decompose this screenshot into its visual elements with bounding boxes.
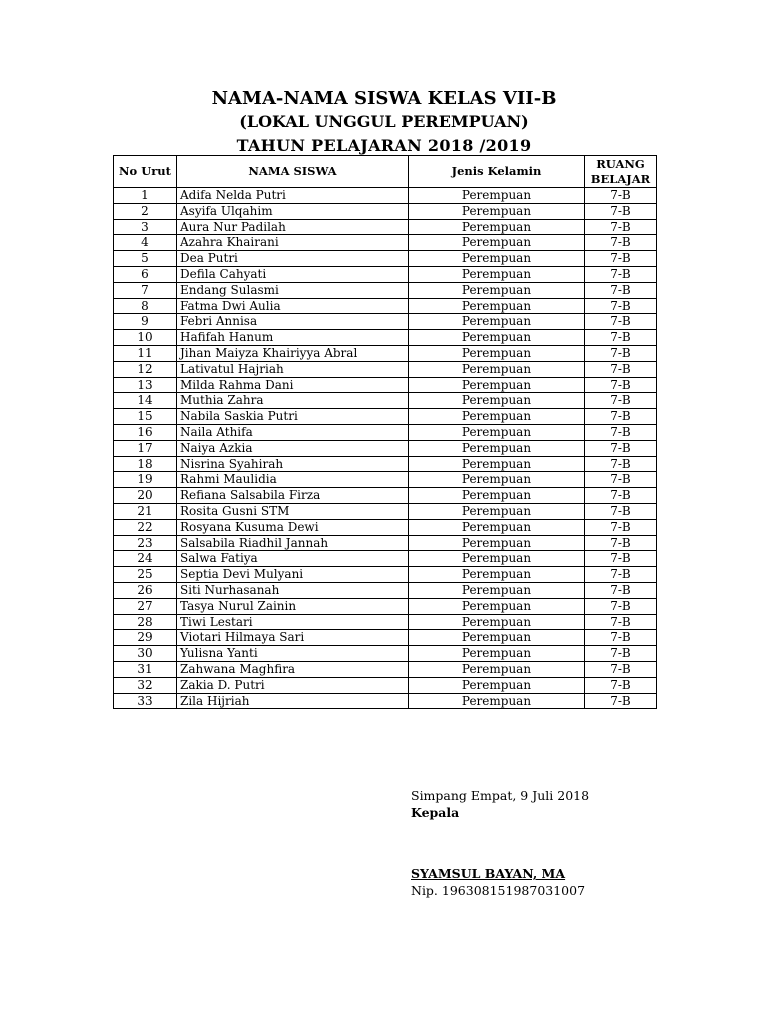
row-number: 27: [114, 598, 177, 614]
student-gender: Perempuan: [409, 282, 585, 298]
student-room: 7-B: [585, 203, 657, 219]
student-gender: Perempuan: [409, 661, 585, 677]
student-gender: Perempuan: [409, 646, 585, 662]
table-row: [114, 677, 657, 693]
student-gender: Perempuan: [409, 582, 585, 598]
student-name: Zakia D. Putri: [177, 677, 409, 693]
student-gender: Perempuan: [409, 203, 585, 219]
student-gender: Perempuan: [409, 614, 585, 630]
student-room: 7-B: [585, 361, 657, 377]
table-row: [114, 551, 657, 567]
student-gender: Perempuan: [409, 519, 585, 535]
table-row: [114, 535, 657, 551]
table-row: [114, 203, 657, 219]
row-number: 19: [114, 472, 177, 488]
row-number: 6: [114, 266, 177, 282]
header-no: No Urut: [114, 156, 177, 188]
student-name: Muthia Zahra: [177, 393, 409, 409]
student-gender: Perempuan: [409, 298, 585, 314]
header-name: NAMA SISWA: [177, 156, 409, 188]
row-number: 17: [114, 440, 177, 456]
table-row: [114, 456, 657, 472]
student-name: Siti Nurhasanah: [177, 582, 409, 598]
row-number: 18: [114, 456, 177, 472]
student-name: Viotari Hilmaya Sari: [177, 630, 409, 646]
row-number: 22: [114, 519, 177, 535]
student-name: Tiwi Lestari: [177, 614, 409, 630]
row-number: 31: [114, 661, 177, 677]
row-number: 12: [114, 361, 177, 377]
student-gender: Perempuan: [409, 393, 585, 409]
row-number: 1: [114, 188, 177, 204]
student-gender: Perempuan: [409, 377, 585, 393]
student-room: 7-B: [585, 677, 657, 693]
student-name: Milda Rahma Dani: [177, 377, 409, 393]
student-name: Fatma Dwi Aulia: [177, 298, 409, 314]
table-row: [114, 582, 657, 598]
student-room: 7-B: [585, 282, 657, 298]
student-name: Yulisna Yanti: [177, 646, 409, 662]
header-gender: Jenis Kelamin: [409, 156, 585, 188]
signature-name: SYAMSUL BAYAN, MA: [411, 866, 566, 881]
student-gender: Perempuan: [409, 266, 585, 282]
student-name: Aura Nur Padilah: [177, 219, 409, 235]
student-room: 7-B: [585, 630, 657, 646]
table-header-row: [114, 156, 657, 188]
student-name: Salsabila Riadhil Jannah: [177, 535, 409, 551]
student-gender: Perempuan: [409, 456, 585, 472]
student-name: Asyifa Ulqahim: [177, 203, 409, 219]
table-row: [114, 519, 657, 535]
table-row: [114, 646, 657, 662]
row-number: 33: [114, 693, 177, 709]
student-room: 7-B: [585, 251, 657, 267]
table-row: [114, 440, 657, 456]
student-gender: Perempuan: [409, 440, 585, 456]
table-row: [114, 314, 657, 330]
table-row: [114, 598, 657, 614]
table-row: [114, 235, 657, 251]
student-room: 7-B: [585, 582, 657, 598]
student-name: Rosita Gusni STM: [177, 503, 409, 519]
student-room: 7-B: [585, 377, 657, 393]
student-room: 7-B: [585, 219, 657, 235]
row-number: 20: [114, 488, 177, 504]
table-row: [114, 488, 657, 504]
row-number: 8: [114, 298, 177, 314]
document-title: NAMA-NAMA SISWA KELAS VII-B: [211, 88, 557, 109]
student-name: Septia Devi Mulyani: [177, 567, 409, 583]
row-number: 28: [114, 614, 177, 630]
student-gender: Perempuan: [409, 677, 585, 693]
signature-position: Kepala: [411, 805, 460, 820]
table-row: [114, 472, 657, 488]
student-name: Zila Hijriah: [177, 693, 409, 709]
student-gender: Perempuan: [409, 251, 585, 267]
signature-nip: Nip. 196308151987031007: [411, 883, 586, 898]
table-row: [114, 219, 657, 235]
student-room: 7-B: [585, 266, 657, 282]
student-name: Endang Sulasmi: [177, 282, 409, 298]
student-name: Salwa Fatiya: [177, 551, 409, 567]
student-gender: Perempuan: [409, 598, 585, 614]
student-gender: Perempuan: [409, 693, 585, 709]
student-gender: Perempuan: [409, 535, 585, 551]
table-row: [114, 330, 657, 346]
student-name: Refiana Salsabila Firza: [177, 488, 409, 504]
header-room-line1: RUANG: [596, 156, 645, 171]
row-number: 9: [114, 314, 177, 330]
student-name: Febri Annisa: [177, 314, 409, 330]
signature-place-date: Simpang Empat, 9 Juli 2018: [411, 788, 590, 803]
student-name: Dea Putri: [177, 251, 409, 267]
student-name: Jihan Maiyza Khairiyya Abral: [177, 345, 409, 361]
student-gender: Perempuan: [409, 219, 585, 235]
student-gender: Perempuan: [409, 503, 585, 519]
academic-year-title: TAHUN PELAJARAN 2018 /2019: [236, 136, 532, 155]
student-name: Rosyana Kusuma Dewi: [177, 519, 409, 535]
row-number: 25: [114, 567, 177, 583]
student-room: 7-B: [585, 330, 657, 346]
student-room: 7-B: [585, 440, 657, 456]
student-room: 7-B: [585, 503, 657, 519]
student-name: Nabila Saskia Putri: [177, 409, 409, 425]
table-row: [114, 345, 657, 361]
table-row: [114, 266, 657, 282]
header-room: [585, 156, 657, 188]
student-room: 7-B: [585, 424, 657, 440]
student-gender: Perempuan: [409, 345, 585, 361]
table-row: [114, 377, 657, 393]
student-name: Defila Cahyati: [177, 266, 409, 282]
student-gender: Perempuan: [409, 409, 585, 425]
student-name: Nisrina Syahirah: [177, 456, 409, 472]
student-room: 7-B: [585, 314, 657, 330]
table-row: [114, 567, 657, 583]
student-name: Lativatul Hajriah: [177, 361, 409, 377]
row-number: 11: [114, 345, 177, 361]
student-gender: Perempuan: [409, 551, 585, 567]
student-gender: Perempuan: [409, 330, 585, 346]
student-name: Tasya Nurul Zainin: [177, 598, 409, 614]
table-row: [114, 409, 657, 425]
row-number: 10: [114, 330, 177, 346]
student-gender: Perempuan: [409, 361, 585, 377]
row-number: 24: [114, 551, 177, 567]
student-gender: Perempuan: [409, 488, 585, 504]
table-row: [114, 251, 657, 267]
student-room: 7-B: [585, 661, 657, 677]
student-gender: Perempuan: [409, 188, 585, 204]
student-name: Naila Athifa: [177, 424, 409, 440]
table-row: [114, 661, 657, 677]
student-name: Hafifah Hanum: [177, 330, 409, 346]
table-row: [114, 503, 657, 519]
student-room: 7-B: [585, 345, 657, 361]
student-room: 7-B: [585, 409, 657, 425]
row-number: 2: [114, 203, 177, 219]
student-room: 7-B: [585, 472, 657, 488]
student-room: 7-B: [585, 298, 657, 314]
student-gender: Perempuan: [409, 314, 585, 330]
student-room: 7-B: [585, 188, 657, 204]
row-number: 21: [114, 503, 177, 519]
row-number: 13: [114, 377, 177, 393]
table-row: [114, 393, 657, 409]
student-room: 7-B: [585, 567, 657, 583]
row-number: 16: [114, 424, 177, 440]
student-room: 7-B: [585, 598, 657, 614]
row-number: 30: [114, 646, 177, 662]
table-row: [114, 630, 657, 646]
student-name: Rahmi Maulidia: [177, 472, 409, 488]
document-subtitle: (LOKAL UNGGUL PEREMPUAN): [239, 112, 529, 131]
table-row: [114, 298, 657, 314]
row-number: 26: [114, 582, 177, 598]
student-name: Azahra Khairani: [177, 235, 409, 251]
student-room: 7-B: [585, 693, 657, 709]
student-gender: Perempuan: [409, 235, 585, 251]
row-number: 32: [114, 677, 177, 693]
table-row: [114, 282, 657, 298]
table-row: [114, 188, 657, 204]
student-gender: Perempuan: [409, 472, 585, 488]
row-number: 29: [114, 630, 177, 646]
row-number: 5: [114, 251, 177, 267]
row-number: 14: [114, 393, 177, 409]
student-room: 7-B: [585, 456, 657, 472]
student-gender: Perempuan: [409, 630, 585, 646]
row-number: 7: [114, 282, 177, 298]
student-room: 7-B: [585, 393, 657, 409]
student-room: 7-B: [585, 235, 657, 251]
table-row: [114, 614, 657, 630]
row-number: 23: [114, 535, 177, 551]
header-room-line2: BELAJAR: [590, 171, 651, 186]
student-name: Naiya Azkia: [177, 440, 409, 456]
student-name: Adifa Nelda Putri: [177, 188, 409, 204]
student-room: 7-B: [585, 519, 657, 535]
student-room: 7-B: [585, 646, 657, 662]
student-gender: Perempuan: [409, 424, 585, 440]
student-room: 7-B: [585, 535, 657, 551]
student-room: 7-B: [585, 488, 657, 504]
student-table: [113, 155, 657, 709]
student-name: Zahwana Maghfira: [177, 661, 409, 677]
row-number: 3: [114, 219, 177, 235]
student-room: 7-B: [585, 551, 657, 567]
table-row: [114, 693, 657, 709]
row-number: 15: [114, 409, 177, 425]
student-room: 7-B: [585, 614, 657, 630]
table-row: [114, 361, 657, 377]
table-row: [114, 424, 657, 440]
student-gender: Perempuan: [409, 567, 585, 583]
row-number: 4: [114, 235, 177, 251]
